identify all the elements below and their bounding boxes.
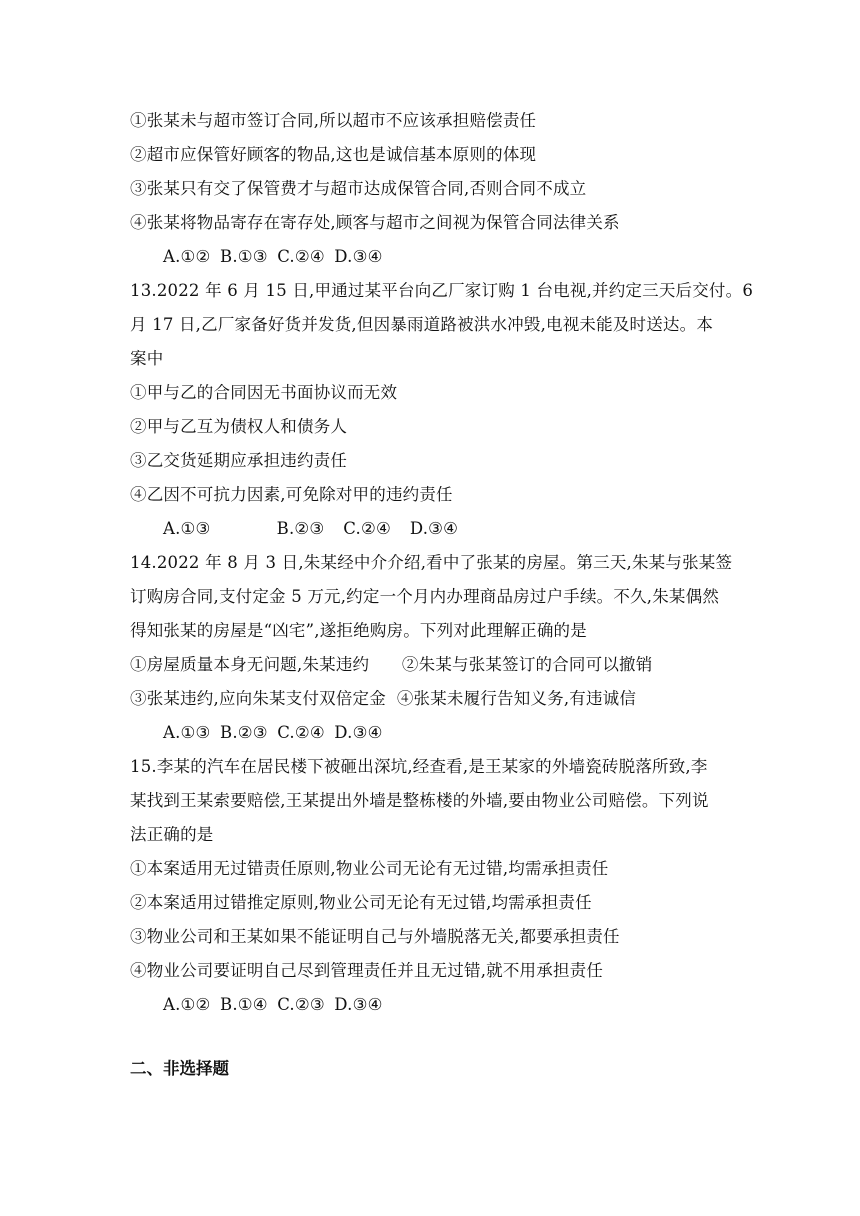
q15-item-2: ②本案适用过错推定原则,物业公司无论有无过错,均需承担责任 (130, 893, 592, 912)
q15-stem-line-2: 某找到王某索要赔偿,王某提出外墙是整栋楼的外墙,要由物业公司赔偿。下列说 (130, 791, 709, 810)
q14-stem-line-1: 14.2022 年 8 月 3 日,朱某经中介介绍,看中了张某的房屋。第三天,朱某与张某签 (130, 553, 733, 572)
q12-item-4: ④张某将物品寄存在寄存处,顾客与超市之间视为保管合同法律关系 (130, 213, 620, 232)
q12-item-3: ③张某只有交了保管费才与超市达成保管合同,否则合同不成立 (130, 179, 587, 198)
q14-items-row-1: ①房屋质量本身无问题,朱某违约 ②朱某与张某签订的合同可以撤销 (130, 655, 653, 674)
q13-item-2: ②甲与乙互为债权人和债务人 (130, 417, 348, 436)
q14-stem-line-3: 得知张某的房屋是“凶宅”,遂拒绝购房。下列对此理解正确的是 (130, 621, 587, 640)
q13-stem-line-2: 月 17 日,乙厂家备好货并发货,但因暴雨道路被洪水冲毁,电视未能及时送达。本 (130, 315, 714, 334)
q12-options: A.①② B.①③ C.②④ D.③④ (163, 247, 383, 266)
q15-stem-line-1: 15.李某的汽车在居民楼下被砸出深坑,经查看,是王某家的外墙瓷砖脱落所致,李 (130, 757, 708, 776)
q12-item-1: ①张某未与超市签订合同,所以超市不应该承担赔偿责任 (130, 111, 537, 130)
q15-stem-line-3: 法正确的是 (130, 825, 214, 844)
q14-stem-line-2: 订购房合同,支付定金 5 万元,约定一个月内办理商品房过户手续。不久,朱某偶然 (130, 587, 720, 606)
q15-options: A.①② B.①④ C.②③ D.③④ (163, 995, 383, 1014)
q13-item-3: ③乙交货延期应承担违约责任 (130, 451, 348, 470)
q13-item-1: ①甲与乙的合同因无书面协议而无效 (130, 383, 398, 402)
question-list (130, 104, 754, 1022)
q13-stem-line-1: 13.2022 年 6 月 15 日,甲通过某平台向乙厂家订购 1 台电视,并约定三天后交付。6 (130, 281, 754, 300)
q15-item-3: ③物业公司和王某如果不能证明自己与外墙脱落无关,都要承担责任 (130, 927, 620, 946)
q13-item-4: ④乙因不可抗力因素,可免除对甲的违约责任 (130, 485, 453, 504)
q14-options: A.①③ B.②③ C.②④ D.③④ (163, 723, 383, 742)
q15-item-1: ①本案适用无过错责任原则,物业公司无论有无过错,均需承担责任 (130, 859, 609, 878)
q13-stem-line-3: 案中 (130, 349, 164, 368)
q12-item-2: ②超市应保管好顾客的物品,这也是诚信基本原则的体现 (130, 145, 537, 164)
q15-item-4: ④物业公司要证明自己尽到管理责任并且无过错,就不用承担责任 (130, 961, 604, 980)
q13-options: A.①③ B.②③ C.②④ D.③④ (163, 519, 459, 538)
section-title: 二、非选择题 (130, 1059, 229, 1078)
q14-items-row-2: ③张某违约,应向朱某支付双倍定金 ④张某未履行告知义务,有违诚信 (130, 689, 637, 708)
